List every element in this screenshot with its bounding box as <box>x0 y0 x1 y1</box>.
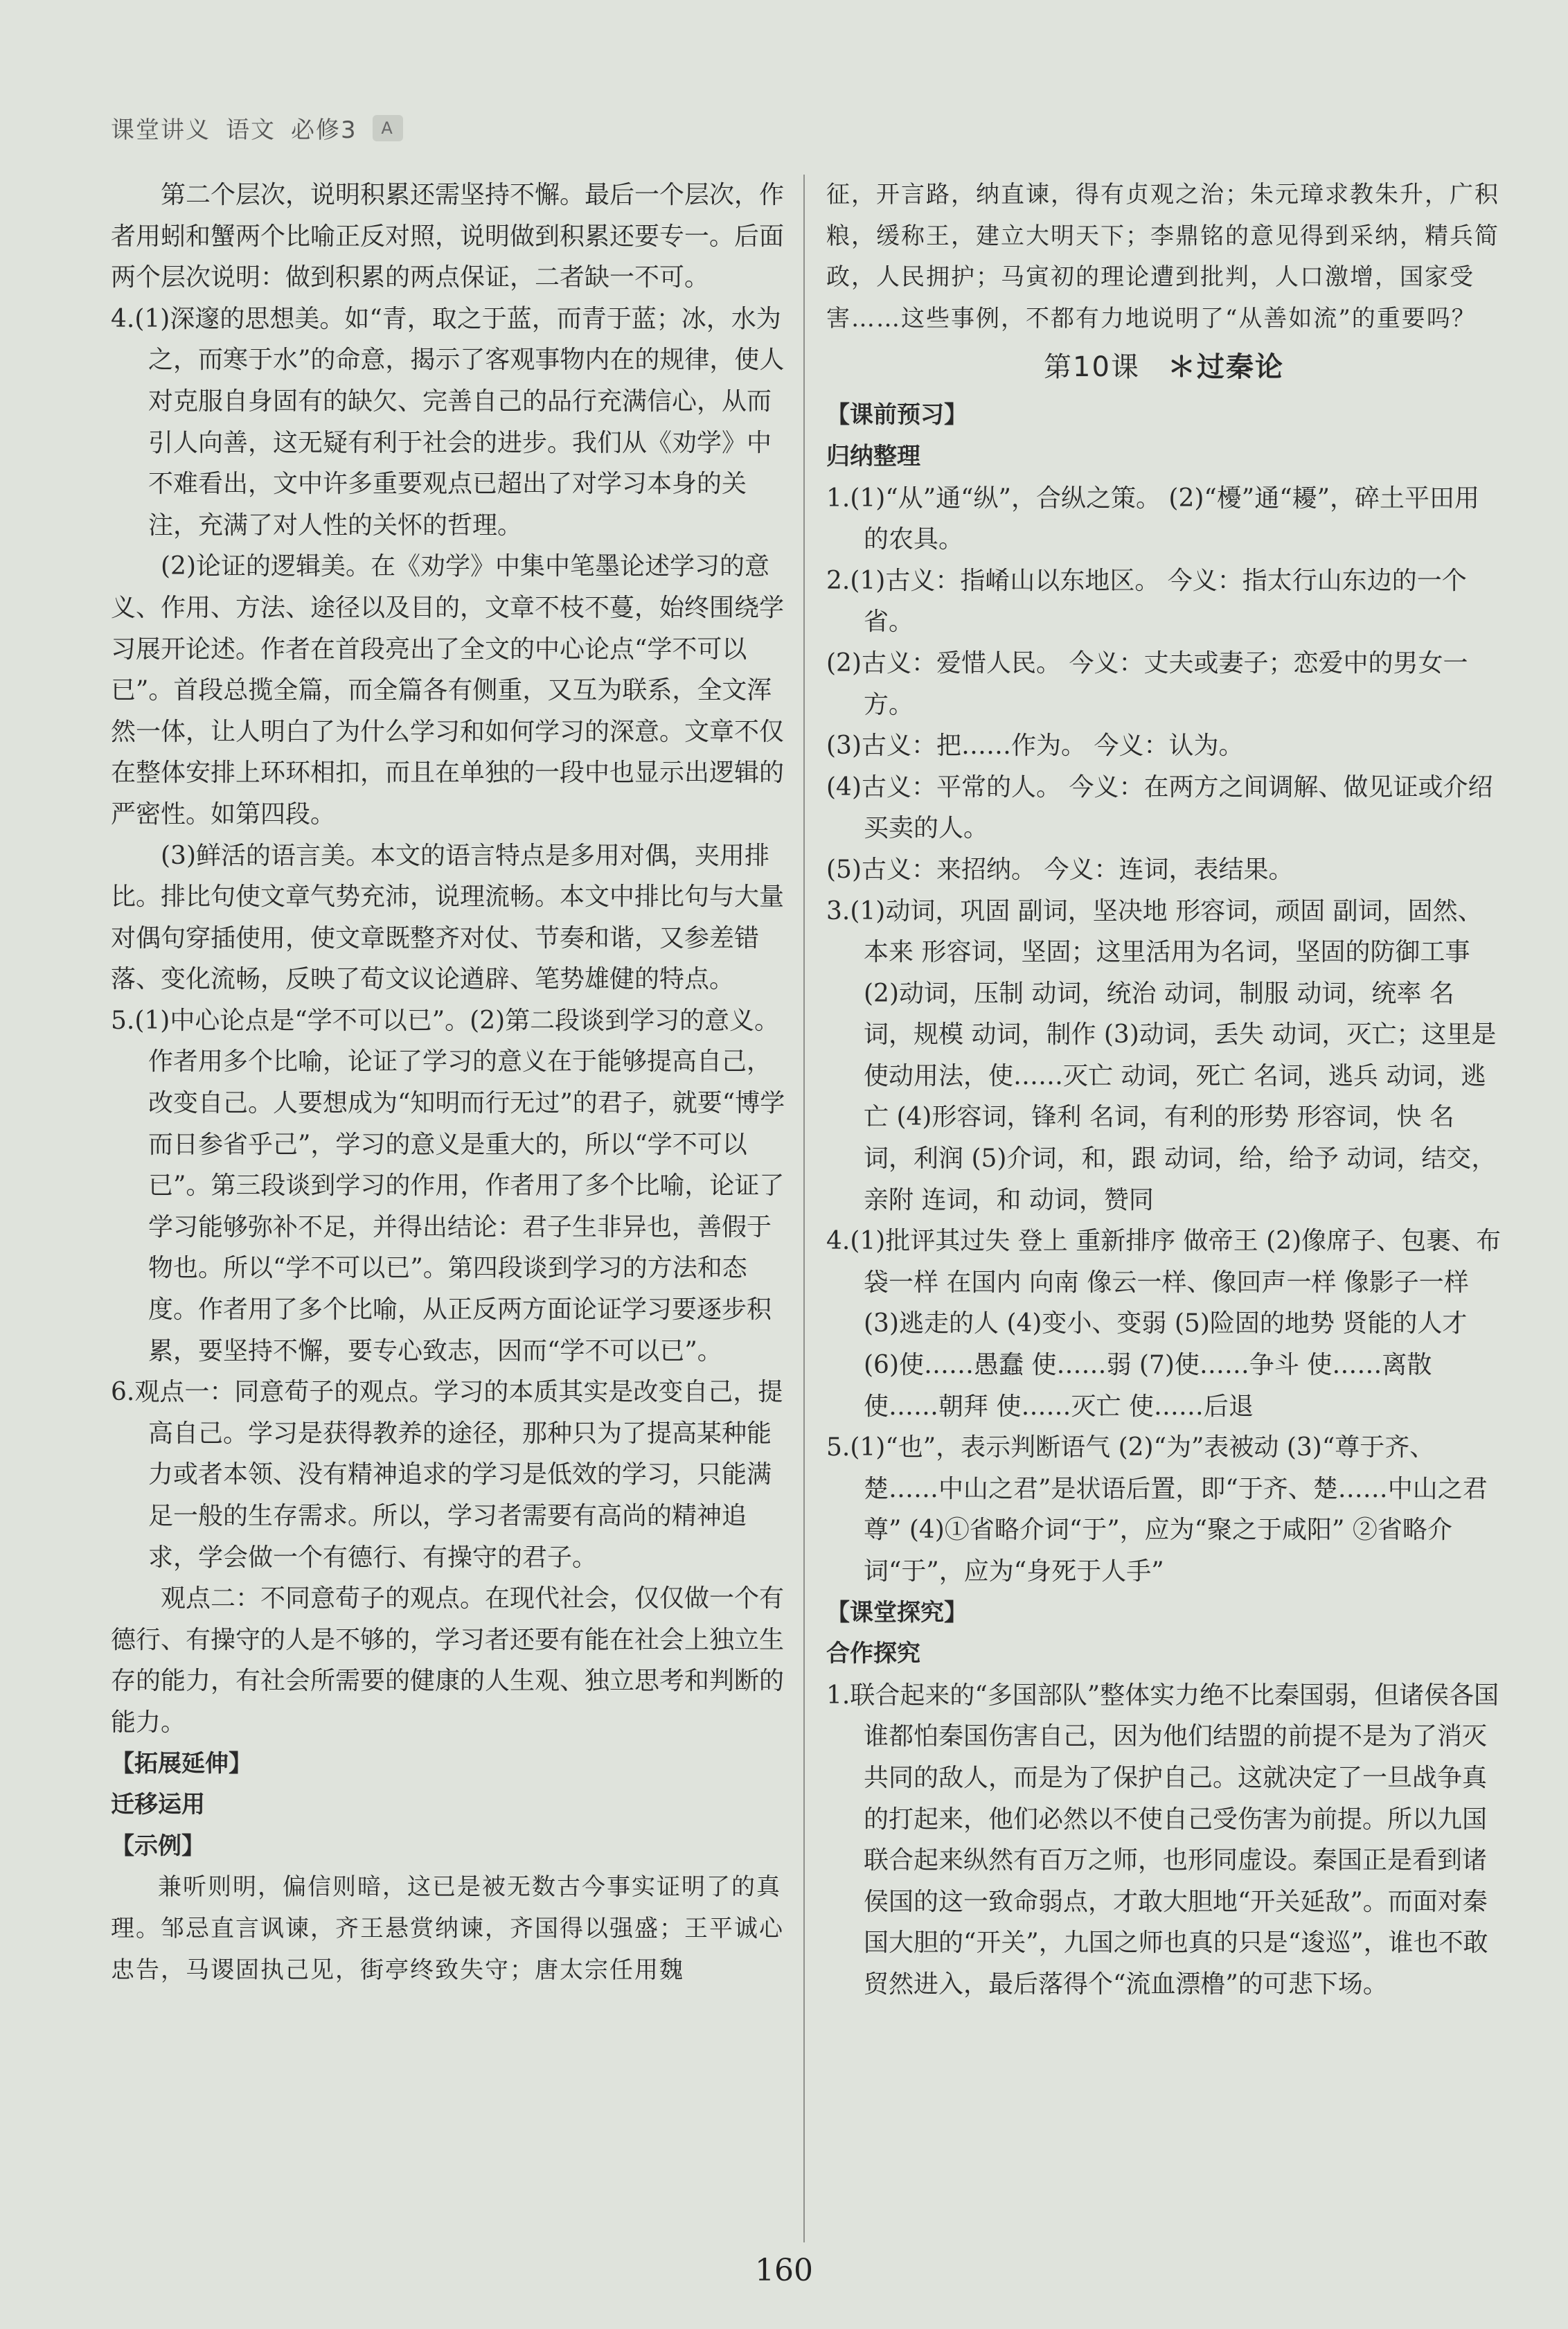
page-number: 160 <box>755 2253 813 2288</box>
answer-cooperate-1: 1.联合起来的“多国部队”整体实力绝不比秦国弱，但诸侯各国谁都怕秦国伤害自己，因为他们结盟的前提不是为了消灭共同的敌人，而是为了保护自己。这就决定了一旦战争真的打起来，他们必然以不使自己受伤害为前提。所以九国联合起来纵然有百万之师，也形同虚设。秦国正是看到诸侯国的这一致命弱点，才敢大胆地“开关延敌”。而面对秦国大胆的“开关”，九国之师也真的只是“逡巡”，谁也不敢贸然进入，最后落得个“流血漂橹”的可悲下场。 <box>826 1681 1499 1999</box>
left-column <box>111 175 786 1991</box>
header-volume: 必修3 <box>291 116 357 144</box>
answer-3: 3.(1)动词，巩固 副词，坚决地 形容词，顽固 副词，固然、本来 形容词，坚固；这里活用为名词，坚固的防御工事 (2)动词，压制 动词，统治 动词，制服 动词，统率 名词，规模 动词，制作 (3)动词，丢失 动词，灭亡；这里是使动用法，使……灭亡 动词，死亡 名词，逃兵 动词，逃亡 (4)形容词，锋利 名词，有利的形势 形容词，快 名词，利润 (5)介词，和，跟 动词，给，给予 动词，结交，亲附 连词，和 动词，赞同 <box>826 896 1497 1214</box>
section-heading-extend: 【拓展延伸】 <box>111 1749 252 1778</box>
section-heading-preview: 【课前预习】 <box>826 401 968 430</box>
lesson-title <box>826 339 1502 395</box>
answer-5: 5.(1)“也”，表示判断语气 (2)“为”表被动 (3)“尊于齐、楚……中山之君”是状语后置，即“于齐、楚……中山之君尊” (4)①省略介词“于”，应为“聚之于咸阳” ②省略介词“于”，应为“身死于人手” <box>826 1433 1488 1586</box>
subheading-transfer: 迁移运用 <box>111 1791 205 1819</box>
answer-2-2: (2)古义：爱惜人民。 今义：丈夫或妻子；恋爱中的男女一方。 <box>826 648 1468 719</box>
lesson-number: 第10课 <box>1044 351 1140 384</box>
answer-4-1: 4.(1)深邃的思想美。如“青，取之于蓝，而青于蓝；冰，水为之，而寒于水”的命意，揭示了客观事物内在的规律，使人对克服自身固有的缺欠、完善自己的品行充满信心，从而引人向善，这无疑有利于社会的进步。我们从《劝学》中不难看出，文中许多重要观点已超出了对学习本身的关注，充满了对人性的关怀的哲理。 <box>111 304 785 540</box>
subheading-cooperate: 合作探究 <box>826 1640 920 1668</box>
answer-2-3: (3)古义：把……作为。 今义：认为。 <box>826 732 1244 761</box>
answer-5: 5.(1)中心论点是“学不可以已”。(2)第二段谈到学习的意义。作者用多个比喻，论证了学习的意义在于能够提高自己，改变自己。人要想成为“知明而行无过”的君子，就要“博学而日参省乎己”，学习的意义是重大的，所以“学不可以已”。第三段谈到学习的作用，作者用了多个比喻，论证了学习能够弥补不足，并得出结论：君子生非异也，善假于物也。所以“学不可以已”。第四段谈到学习的方法和态度。作者用了多个比喻，从正反两方面论证学习要逐步积累，要坚持不懈，要专心致志，因而“学不可以已”。 <box>111 1006 785 1365</box>
answer-2-4: (4)古义：平常的人。 今义：在两方之间调解、做见证或介绍买卖的人。 <box>826 772 1493 843</box>
answer-4-2: (2)论证的逻辑美。在《劝学》中集中笔墨论述学习的意义、作用、方法、途径以及目的，文章不枝不蔓，始终围绕学习展开论述。作者在首段亮出了全文的中心论点“学不可以已”。首段总揽全篇，而全篇各有侧重，又互为联系，全文浑然一体，让人明白了为什么学习和如何学习的深意。文章不仅在整体安排上环环相扣，而且在单独的一段中也显示出逻辑的严密性。如第四段。 <box>111 552 785 829</box>
header-subject: 语文 <box>226 116 276 144</box>
right-column <box>826 175 1502 2005</box>
section-heading-example: 【示例】 <box>111 1832 205 1860</box>
answer-6-2: 观点二：不同意荀子的观点。在现代社会，仅仅做一个有德行、有操守的人是不够的，学习者还要有能在社会上独立生存的能力，有社会所需要的健康的人生观、独立思考和判断的能力。 <box>111 1584 785 1737</box>
header-course: 课堂讲义 <box>111 116 211 144</box>
example-text-continued: 征，开言路，纳直谏，得有贞观之治；朱元璋求教朱升，广积粮，缓称王，建立大明天下；李鼎铭的意见得到采纳，精兵简政，人民拥护；马寅初的理论遭到批判，人口激增，国家受害……这些事例，不都有力地说明了“从善如流”的重要吗？ <box>826 181 1499 333</box>
answer-4-3: (3)鲜活的语言美。本文的语言特点是多用对偶，夹用排比。排比句使文章气势充沛，说理流畅。本文中排比句与大量对偶句穿插使用，使文章既整齐对仗、节奏和谐，又参差错落、变化流畅，反映了荀文议论遒辟、笔势雄健的特点。 <box>111 841 785 994</box>
answer-2-5: (5)古义：来招纳。 今义：连词，表结果。 <box>826 855 1294 884</box>
page-header <box>111 111 403 145</box>
section-heading-explore: 【课堂探究】 <box>826 1598 968 1627</box>
example-text: 兼听则明，偏信则暗，这已是被无数古今事实证明了的真理。邹忌直言讽谏，齐王悬赏纳谏，齐国得以强盛；王平诚心忠告，马谡固执己见，街亭终致失守；唐太宗任用魏 <box>111 1873 784 1984</box>
answer-4: 4.(1)批评其过失 登上 重新排序 做帝王 (2)像席子、包裹、布袋一样 在国内 向南 像云一样、像回声一样 像影子一样 (3)逃走的人 (4)变小、变弱 (5)险固的地势 贤能的人才 (6)使……愚蠢 使……弱 (7)使……争斗 使……离散 使……朝拜 使……灭亡 使……后退 <box>826 1227 1502 1421</box>
answer-2-1: 2.(1)古义：指崤山以东地区。 今义：指太行山东边的一个省。 <box>826 566 1467 637</box>
answer-1: 1.(1)“从”通“纵”，合纵之策。 (2)“櫌”通“耰”，碎土平田用的农具。 <box>826 484 1480 554</box>
edition-badge-icon: A <box>373 115 403 141</box>
answer-6-1: 6.观点一：同意荀子的观点。学习的本质其实是改变自己，提高自己。学习是获得教养的途径，那种只为了提高某种能力或者本领、没有精神追求的学习是低效的学习，只能满足一般的生存需求。所以，学习者需要有高尚的精神追求，学会做一个有德行、有操守的君子。 <box>111 1378 783 1572</box>
column-divider <box>803 175 805 2242</box>
paragraph: 第二个层次，说明积累还需坚持不懈。最后一个层次，作者用蚓和蟹两个比喻正反对照，说明做到积累还要专一。后面两个层次说明：做到积累的两点保证，二者缺一不可。 <box>111 181 785 292</box>
subheading-summary: 归纳整理 <box>826 442 920 470</box>
lesson-name: ＊过秦论 <box>1167 351 1284 384</box>
